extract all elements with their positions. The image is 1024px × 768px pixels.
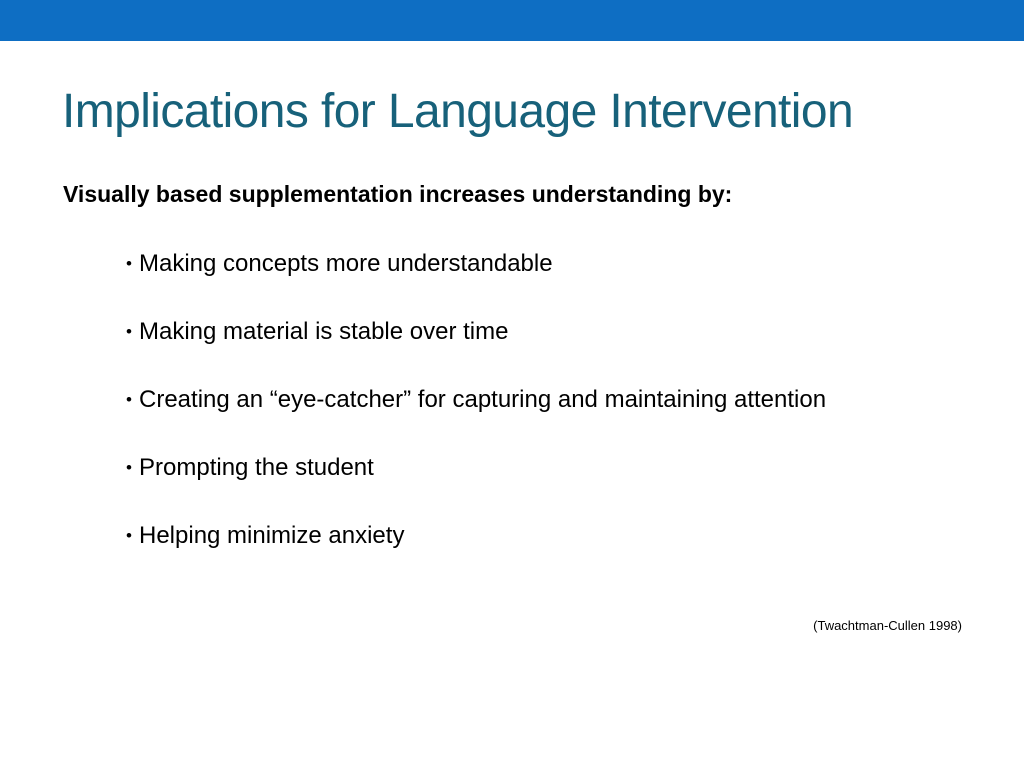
- bullet-icon: •: [126, 254, 132, 273]
- top-accent-bar: [0, 0, 1024, 41]
- bullet-item: [126, 453, 826, 521]
- bullet-text: Creating an “eye-catcher” for capturing and maintaining attention: [139, 386, 827, 413]
- bullet-item: [126, 249, 826, 317]
- bullet-icon: •: [126, 526, 132, 545]
- bullet-text: Helping minimize anxiety: [139, 522, 405, 549]
- bullet-item: [126, 317, 826, 385]
- bullet-list: [126, 249, 826, 589]
- bullet-text: Making material is stable over time: [139, 318, 509, 345]
- bullet-text: Making concepts more understandable: [139, 250, 553, 277]
- bullet-icon: •: [126, 458, 132, 477]
- bullet-text: Prompting the student: [139, 454, 374, 481]
- bullet-icon: •: [126, 322, 132, 341]
- bullet-item: [126, 521, 826, 589]
- bullet-icon: •: [126, 390, 132, 409]
- bullet-item: [126, 385, 826, 453]
- intro-text: Visually based supplementation increases understanding by:: [63, 181, 733, 207]
- citation: (Twachtman-Cullen 1998): [813, 618, 962, 633]
- slide-title: Implications for Language Intervention: [62, 85, 854, 138]
